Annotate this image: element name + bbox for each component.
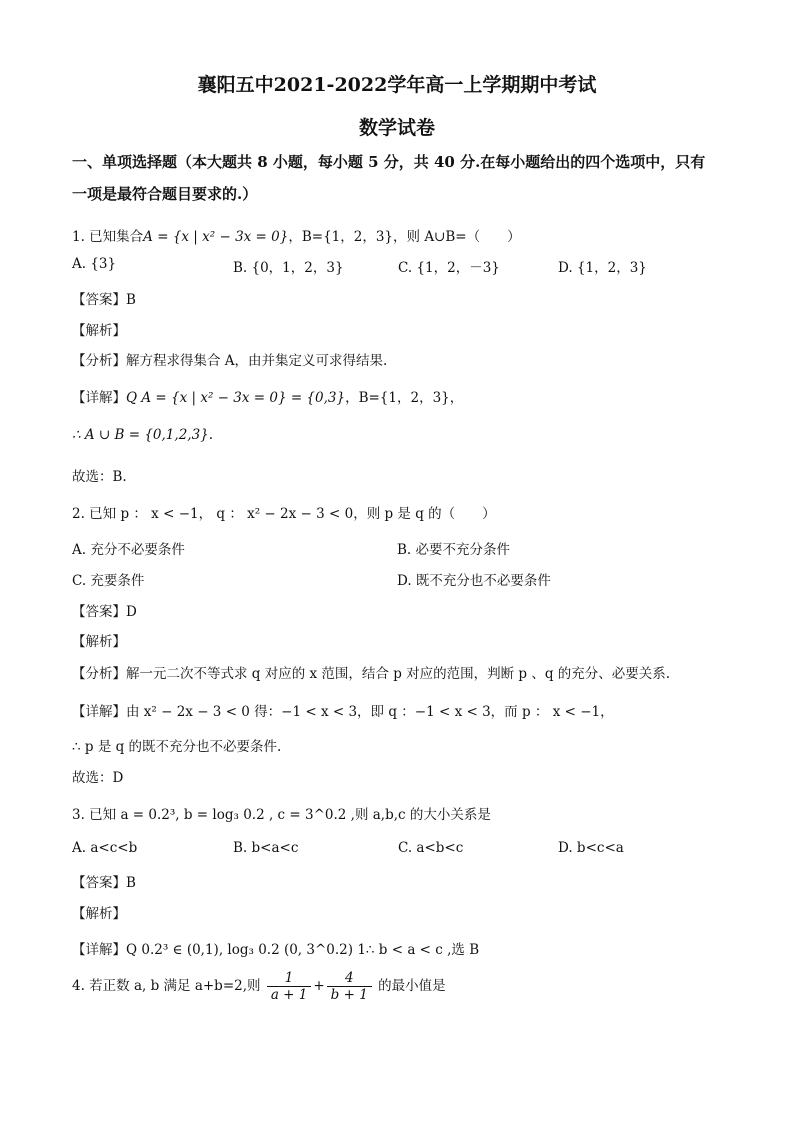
q2-xiangjie: 【详解】由 x² − 2x − 3 < 0 得：−1 < x < 3，即 q ：−1 < x < 3，而 p ： x < −1， — [72, 704, 614, 720]
q2-choice: 故选：D — [72, 770, 124, 786]
q1-option-a: A. {3} — [72, 256, 117, 272]
q4-fraction-1-denominator: a + 1 — [270, 987, 308, 1003]
q4-plus-sign: + — [313, 978, 325, 994]
q3-option-b: B. b<a<c — [233, 840, 299, 856]
q1-option-c: C. {1，2，－3} — [398, 260, 500, 276]
q3-option-c: C. a<b<c — [398, 840, 464, 856]
q2-option-d: D. 既不充分也不必要条件 — [397, 573, 551, 589]
q4-fraction-1-numerator: 1 — [267, 970, 312, 987]
q1-option-d: D. {1，2，3} — [558, 260, 647, 276]
section-heading-line1: 一、单项选择题（本大题共 8 小题，每小题 5 分，共 40 分.在每小题给出的四个选项中，只有 — [72, 153, 706, 171]
q1-jiexi: 【解析】 — [72, 323, 126, 339]
q2-stem: 2. 已知 p ： x < −1， q ： x² − 2x − 3 < 0，则 p 是 q 的（ ） — [72, 506, 496, 522]
q4-stem — [72, 970, 446, 1003]
q3-answer: 【答案】B — [72, 875, 136, 891]
q3-jiexi: 【解析】 — [72, 906, 126, 922]
q3-option-a: A. a<c<b — [72, 840, 138, 856]
q1-stem-suffix: ，B={1，2，3}，则 A∪B=（ ） — [288, 229, 521, 245]
q1-stem-prefix: 1. 已知集合 — [72, 229, 144, 245]
page-subtitle: 数学试卷 — [358, 117, 435, 139]
q1-xiangjie-formula: Q A = {x | x² − 3x = 0} = {0,3} — [126, 390, 346, 406]
q2-option-b: B. 必要不充分条件 — [397, 542, 511, 558]
q3-xiangjie: 【详解】Q 0.2³ ∈ (0,1), log₃ 0.2 (0, 3^0.2) 1∴ b < a < c ,选 B — [72, 942, 480, 958]
q4-stem-prefix: 4. 若正数 a, b 满足 a+b=2,则 — [72, 978, 261, 994]
q1-set-a: A = {x | x² − 3x = 0} — [143, 229, 289, 245]
q1-option-b: B. {0，1，2，3} — [233, 260, 344, 276]
q1-choice: 故选：B. — [72, 469, 127, 485]
q2-option-c: C. 充要条件 — [72, 573, 145, 589]
q1-xiangjie-label: 【详解】 — [72, 390, 126, 406]
page-title: 襄阳五中2021-2022学年高一上学期期中考试 — [197, 74, 597, 96]
q4-fraction-2 — [327, 970, 372, 1003]
q4-fraction-1 — [267, 970, 312, 1003]
q1-answer: 【答案】B — [72, 292, 136, 308]
q1-xiangjie — [72, 386, 463, 406]
q2-fenxi: 【分析】解一元二次不等式求 q 对应的 x 范围，结合 p 对应的范围，判断 p 、q 的充分、必要关系. — [72, 666, 671, 682]
q1-stem — [72, 225, 521, 245]
q3-option-d: D. b<c<a — [558, 840, 624, 856]
q4-fraction-2-numerator: 4 — [327, 970, 372, 987]
q4-stem-suffix: 的最小值是 — [378, 978, 446, 994]
q2-option-a: A. 充分不必要条件 — [72, 542, 185, 558]
q1-therefore: ∴ A ∪ B = {0,1,2,3}. — [72, 427, 214, 443]
q3-stem: 3. 已知 a = 0.2³, b = log₃ 0.2 , c = 3^0.2 ,则 a,b,c 的大小关系是 — [72, 807, 491, 823]
section-heading-line2: 一项是最符合题目要求的.） — [72, 185, 258, 203]
q1-fenxi: 【分析】解方程求得集合 A，由并集定义可求得结果. — [72, 353, 388, 369]
q2-therefore: ∴ p 是 q 的既不充分也不必要条件. — [72, 739, 282, 755]
q1-xiangjie-rest: ，B={1，2，3}， — [345, 390, 464, 406]
q4-fraction-2-denominator: b + 1 — [330, 987, 368, 1003]
q2-jiexi: 【解析】 — [72, 634, 126, 650]
q2-answer: 【答案】D — [72, 604, 137, 620]
